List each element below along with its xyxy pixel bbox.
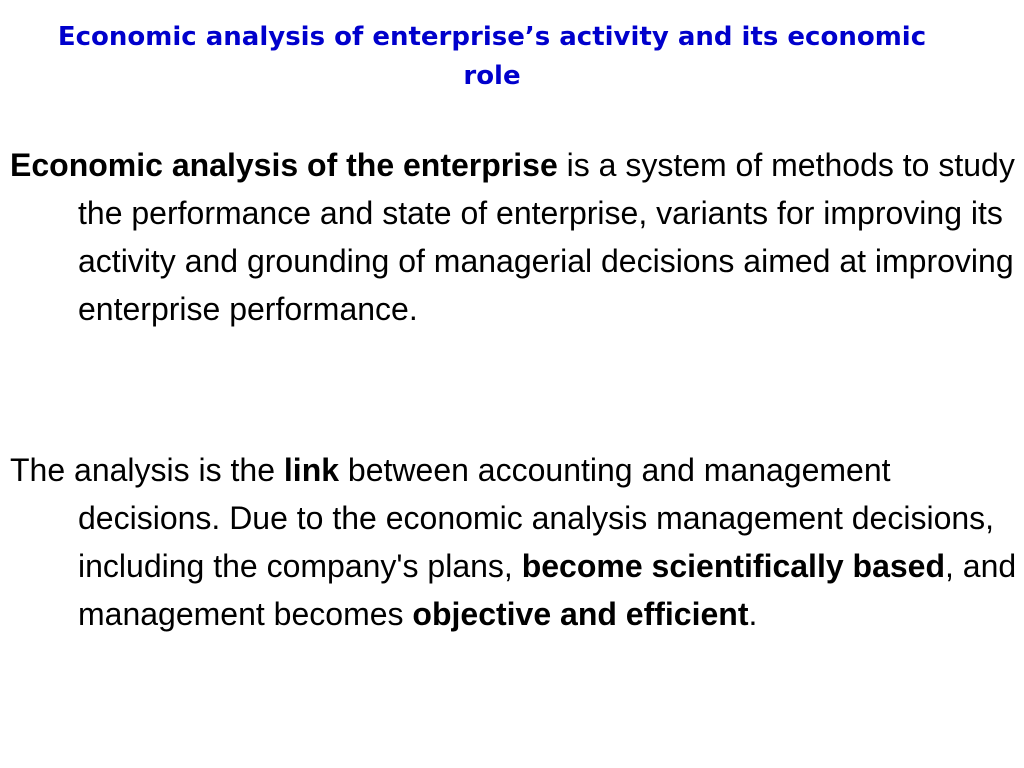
link-paragraph [10, 446, 1018, 638]
link-text-3: , and management becomes [78, 548, 1017, 632]
scientific-emphasis: become scientifically based [521, 548, 945, 584]
link-text-1: The analysis is the [10, 452, 284, 488]
link-text-2: between accounting and management decisions. Due to the economic analysis management decisions, including the company's plans, [78, 452, 995, 584]
link-emphasis: link [283, 452, 340, 488]
slide-title: Economic analysis of enterprise’s activity and its economic role [57, 22, 927, 91]
objective-emphasis: objective and efficient [412, 596, 749, 632]
link-text-4: . [748, 596, 758, 632]
definition-paragraph [10, 141, 1018, 333]
definition-text: is a system of methods to study the performance and state of enterprise, variants for improving its activity and grounding of managerial decisions aimed at improving enterprise performance. [78, 147, 1015, 327]
defined-term: Economic analysis of the enterprise [10, 147, 558, 183]
